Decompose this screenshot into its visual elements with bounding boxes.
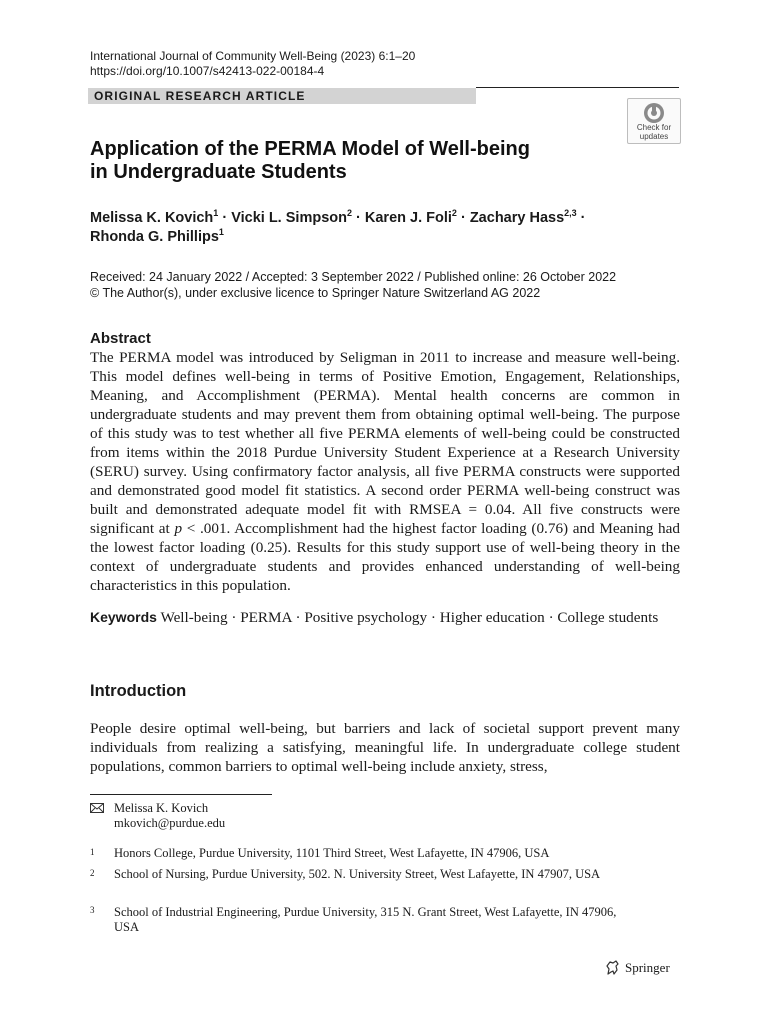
article-type-label: ORIGINAL RESEARCH ARTICLE: [94, 89, 306, 103]
keywords-label: Keywords: [90, 609, 157, 625]
abstract-heading: Abstract: [90, 330, 151, 347]
affiliation-text: Honors College, Purdue University, 1101 Third Street, West Lafayette, IN 47906, USA: [114, 846, 550, 860]
envelope-icon: [90, 803, 104, 813]
corresponding-author-name: Melissa K. Kovich: [114, 801, 209, 815]
check-for-updates-icon: [643, 102, 665, 124]
springer-horse-icon: [605, 960, 621, 976]
corresponding-author-email[interactable]: mkovich@purdue.edu: [114, 816, 226, 830]
introduction-text: People desire optimal well-being, but barriers and lack of societal support prevent many individuals from realizing a satisfying, meaningful life. In undergraduate college student populations, common barriers to optimal well-being include anxiety, stress,: [90, 720, 680, 775]
doi-link[interactable]: https://doi.org/10.1007/s42413-022-00184-4: [90, 64, 325, 78]
journal-header: [90, 49, 415, 79]
affiliation-number: 2: [90, 868, 95, 878]
introduction-heading: Introduction: [90, 682, 187, 700]
author[interactable]: Melissa K. Kovich$^1$: [90, 208, 219, 226]
author[interactable]: Vicki L. Simpson$^2$: [231, 208, 352, 226]
author[interactable]: Karen J. Foli$^2$: [364, 208, 457, 226]
publication-dates: [90, 269, 690, 301]
footnote-rule: [90, 794, 272, 795]
header-rule: [476, 87, 679, 88]
affiliation-text: School of Industrial Engineering, Purdue University, 315 N. Grant Street, West Lafayette, IN 47906, USA: [114, 905, 617, 934]
author-list: Melissa K. Kovich$^1$ · Vicki L. Simpson$^2$ · Karen J. Foli$^2$ · Zachary Hass$^{2,3}$ · Rhonda G. Phillips$^1$: [90, 208, 586, 245]
affiliation-number: 1: [90, 847, 95, 857]
keywords: [90, 608, 690, 627]
copyright-line: © The Author(s), under exclusive licence to Springer Nature Switzerland AG 2022: [90, 286, 541, 300]
abstract-text: The PERMA model was introduced by Seligman in 2011 to increase and measure well-being. This model defines well-being in terms of Positive Emotion, Engagement, Relationships, Meaning, and Accomplishment (PERMA). Mental health concerns are common in undergraduate students and may prevent them from obtaining optimal well-being. The purpose of this study was to test whether all five PERMA elements of well-being could be constructed from items within the 2018 Purdue University Student Experience at a Research University (SERU) survey. Using confirmatory factor analysis, all five PERMA constructs were supported and demonstrated good model fit statistics. A second order PERMA well-being construct was built and demonstrated adequate model fit with RMSEA = 0.04. All five constructs were significant at p < .001. Accomplishment had the highest factor loading (0.76) and Meaning had the lowest factor loading (0.25). Results for this study support use of well-being theory in the context of undergraduate students and provides enhanced understanding of well-being characteristics in this population.: [90, 349, 680, 594]
affiliation-number: 3: [90, 905, 95, 915]
article-type-bar: [88, 88, 476, 104]
keywords-list: Well-being · PERMA · Positive psychology · Higher education · College students: [160, 609, 659, 626]
article-title: Application of the PERMA Model of Well-being in Undergraduate Students: [90, 138, 530, 183]
check-for-updates-badge[interactable]: [627, 98, 681, 144]
author[interactable]: Rhonda G. Phillips$^1$: [90, 227, 224, 245]
publisher-name: Springer: [625, 960, 670, 975]
badge-text: Check for updates: [636, 123, 672, 141]
journal-citation: International Journal of Community Well-Being (2023) 6:1–20: [90, 49, 416, 63]
affiliation-text: School of Nursing, Purdue University, 502. N. University Street, West Lafayette, IN 47907, USA: [114, 867, 601, 881]
date-history: Received: 24 January 2022 / Accepted: 3 September 2022 / Published online: 26 October 2022: [90, 270, 617, 284]
author[interactable]: Zachary Hass$^{2,3}$: [469, 208, 577, 226]
